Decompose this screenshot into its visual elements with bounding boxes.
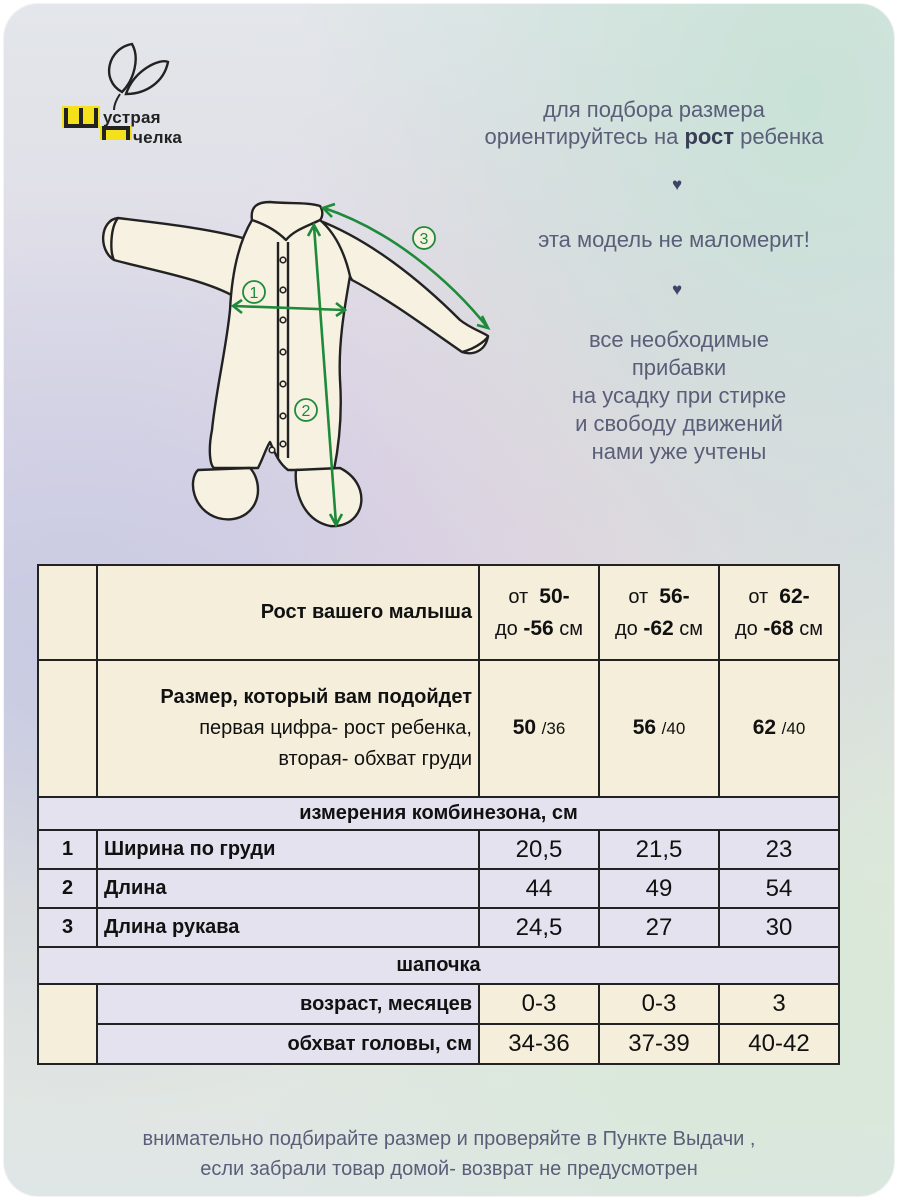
heart-icon: ♥ [672, 175, 683, 194]
size-chart-card [4, 4, 894, 1196]
size-value-2: 56 /40 [599, 660, 719, 797]
bodysuit-outline [103, 202, 488, 526]
allowance-note: все необходимые прибавки на усадку при стирке и свободу движений нами уже учтены [571, 327, 787, 464]
table-row: 2 Длина 44 49 54 [38, 869, 839, 908]
empty-cell [38, 565, 97, 660]
section-measurements: измерения комбинезона, см [38, 797, 839, 830]
height-row [38, 565, 839, 660]
fit-note: эта модель не маломерит! [538, 227, 810, 252]
svg-text:1: 1 [249, 285, 259, 302]
empty-cell [38, 660, 97, 797]
return-warning: внимательно подбирайте размер и проверяйте в Пункте Выдачи , если забрали товар домой- возврат не предусмотрен [142, 1128, 756, 1180]
size-table [37, 564, 840, 1065]
tip-line-1: для подбора размера [543, 97, 765, 122]
table-row: обхват головы, см 34-36 37-39 40-42 [38, 1024, 839, 1064]
svg-text:2: 2 [301, 403, 311, 420]
height-label: Рост вашего малыша [97, 565, 479, 660]
height-range-1: от 50- до -56 см [479, 565, 599, 660]
heart-icon: ♥ [672, 280, 683, 299]
size-label: Размер, который вам подойдет первая цифра- рост ребенка, вторая- обхват груди [97, 660, 479, 797]
height-range-2: от 56- до -62 см [599, 565, 719, 660]
svg-text:3: 3 [419, 231, 429, 248]
size-row [38, 660, 839, 797]
bodysuit-measurement-diagram [90, 180, 510, 540]
size-value-3: 62 /40 [719, 660, 839, 797]
table-row: возраст, месяцев 0-3 0-3 3 [38, 984, 839, 1024]
brand-logo [60, 40, 210, 147]
size-value-1: 50 /36 [479, 660, 599, 797]
brand-word-2: челка [133, 128, 183, 147]
table-row: 1 Ширина по груди 20,5 21,5 23 [38, 830, 839, 869]
table-row: 3 Длина рукава 24,5 27 30 [38, 908, 839, 947]
size-tip [434, 96, 874, 150]
height-range-3: от 62- до -68 см [719, 565, 839, 660]
section-hat: шапочка [38, 947, 839, 984]
tip-line-2: ориентируйтесь на рост ребенка [484, 124, 824, 149]
brand-word-1: устрая [103, 108, 161, 127]
